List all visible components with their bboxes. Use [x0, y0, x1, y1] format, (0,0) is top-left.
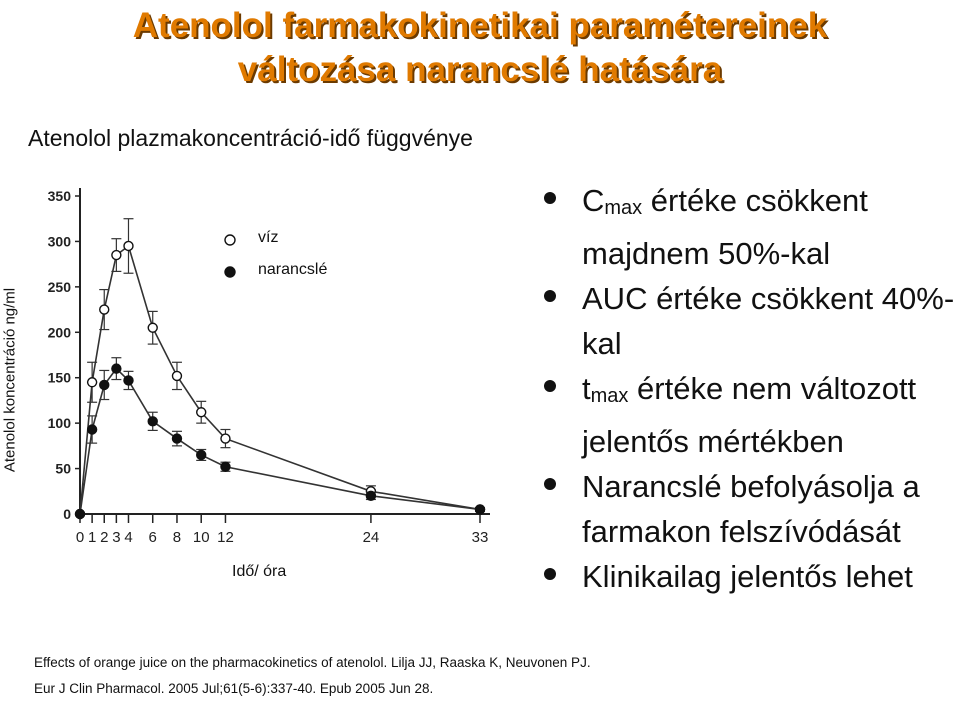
- x-axis-title: Idő/ óra: [232, 563, 287, 580]
- x-tick-label: 33: [471, 529, 489, 546]
- data-point-narancsle: [76, 510, 85, 519]
- slide-title-line2: változása narancslé hatására: [237, 50, 723, 89]
- data-point-viz: [221, 434, 230, 443]
- y-axis-title: Atenolol koncentráció ng/ml: [1, 287, 19, 473]
- data-point-viz: [100, 305, 109, 314]
- bullet-subscript: max: [604, 197, 643, 219]
- bullet-item: [540, 276, 960, 366]
- bullet-item: [540, 554, 960, 599]
- series-line-0: [80, 246, 480, 514]
- reference-line2: Eur J Clin Pharmacol. 2005 Jul;61(5-6):337-40. Epub 2005 Jun 28.: [34, 681, 434, 696]
- x-tick-label: 24: [362, 529, 380, 546]
- bullet-dot-icon: [544, 380, 556, 392]
- data-point-viz: [112, 251, 121, 260]
- x-tick-label: 6: [148, 529, 157, 546]
- bullet-dot-icon: [544, 290, 556, 302]
- data-point-narancsle: [366, 491, 375, 500]
- bullet-item: [540, 366, 960, 464]
- y-tick-label: 0: [63, 506, 71, 522]
- data-point-viz: [124, 241, 133, 250]
- bullet-dot-icon: [544, 568, 556, 580]
- x-tick-label: 12: [217, 529, 234, 546]
- legend-label-narancsle: narancslé: [258, 261, 328, 278]
- bullet-text: Narancslé befolyásolja a farmakon felszívódását: [582, 469, 920, 549]
- bullet-dot-icon: [544, 192, 556, 204]
- legend-label-viz: víz: [258, 229, 279, 246]
- x-tick-label: 4: [124, 529, 133, 546]
- y-tick-label: 150: [47, 369, 71, 386]
- bullet-text: C: [582, 183, 605, 218]
- x-tick-label: 0: [75, 529, 85, 546]
- x-tick-label: 1: [87, 529, 97, 546]
- x-tick-label: 10: [192, 529, 210, 546]
- data-point-viz: [197, 408, 206, 417]
- data-point-narancsle: [100, 380, 109, 389]
- bullet-subscript: max: [590, 385, 629, 407]
- legend-marker-narancsle: [225, 267, 235, 277]
- bullet-text: t: [582, 371, 591, 406]
- data-point-narancsle: [172, 434, 181, 443]
- y-tick-label: 250: [47, 278, 71, 295]
- reference-citation: [34, 648, 591, 704]
- data-point-narancsle: [476, 505, 485, 514]
- data-point-narancsle: [197, 450, 206, 459]
- bullet-dot-icon: [544, 478, 556, 490]
- data-point-viz: [148, 323, 157, 332]
- bullet-item: [540, 178, 960, 276]
- bullet-text: értéke nem változott jelentős mértékben: [582, 371, 917, 459]
- data-point-viz: [88, 378, 97, 387]
- chart-subtitle: Atenolol plazmakoncentráció-idő függvénye: [28, 125, 473, 151]
- y-tick-label: 100: [47, 415, 71, 432]
- data-point-narancsle: [221, 462, 230, 471]
- data-point-narancsle: [88, 425, 97, 434]
- reference-line1: Effects of orange juice on the pharmacokinetics of atenolol. Lilja JJ, Raaska K, Neuvonen PJ.: [34, 655, 591, 670]
- y-tick-label: 300: [47, 233, 71, 250]
- bullet-item: [540, 464, 960, 554]
- data-point-narancsle: [148, 417, 157, 426]
- slide-title-line1: Atenolol farmakokinetikai paramétereinek: [132, 6, 828, 45]
- bullet-text: AUC értéke csökkent 40%-kal: [582, 281, 955, 361]
- x-tick-label: 8: [172, 529, 182, 546]
- y-tick-label: 350: [47, 188, 71, 204]
- data-point-narancsle: [112, 364, 121, 373]
- y-tick-label: 200: [47, 324, 71, 341]
- x-tick-label: 2: [100, 529, 109, 546]
- legend-marker-viz: [225, 235, 235, 245]
- y-tick-label: 50: [55, 460, 71, 477]
- bullet-text: értéke csökkent majdnem 50%-kal: [582, 183, 868, 271]
- series-line-1: [80, 369, 480, 514]
- data-point-viz: [172, 371, 181, 380]
- bullet-text: Klinikailag jelentős lehet: [582, 559, 913, 594]
- findings-list: [540, 178, 960, 599]
- slide-title: [0, 2, 960, 93]
- data-point-narancsle: [124, 376, 133, 385]
- x-tick-label: 3: [112, 529, 121, 546]
